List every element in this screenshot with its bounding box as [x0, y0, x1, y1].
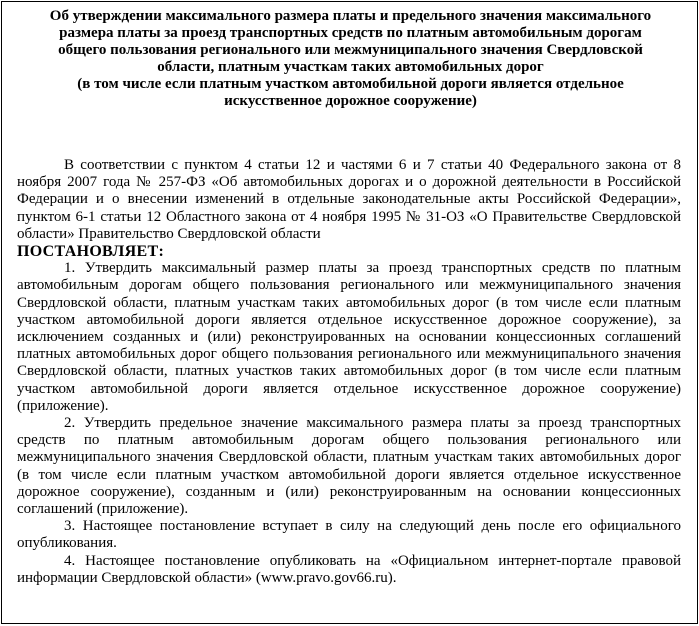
title-line: области, платным участкам таких автомобильных дорог [157, 59, 544, 75]
decree-item-4: 4. Настоящее постановление опубликовать на «Официальном интернет-портале правовой информации Свердловской области» (www.pravo.gov66.ru). [17, 552, 681, 586]
title-line: размера платы за проезд транспортных средств по платным автомобильным дорогам [59, 25, 642, 41]
decree-item-2: 2. Утвердить предельное значение максимального размера платы за проезд транспортных средств по платным автомобильным дорогам общего пользования регионального или межмуниципального значения Свердловской области, платным участкам таких автомобильных дорог (в том числе если платным участком автомобильной дороги является отдельное искусственное дорожное сооружение), созданным и (или) реконструированным на основании концессионных соглашений (приложение). [17, 415, 681, 518]
title-line: (в том числе если платным участком автомобильной дороги является отдельное [77, 76, 624, 92]
document-title [12, 8, 689, 110]
decree-item-1: 1. Утвердить максимальный размер платы за проезд транспортных средств по платным автомобильным дорогам общего пользования регионального или межмуниципального значения Свердловской области, платным участкам таких автомобильных дорог (в том числе если платным участком автомобильной дороги является отдельное искусственное дорожное сооружение), за исключением созданных и (или) реконструированных на основании концессионных соглашений платных автомобильных дорог общего пользования регионального или межмуниципального значения Свердловской области, платных участков таких автомобильных дорог (в том числе если платным участком автомобильной дороги является отдельное искусственное дорожное сооружение) (приложение). [17, 260, 681, 414]
title-line: Об утверждении максимального размера платы и предельного значения максимального [49, 8, 652, 24]
title-line: общего пользования регионального или межмуниципального значения Свердловской [58, 42, 643, 58]
decree-heading: ПОСТАНОВЛЯЕТ: [17, 243, 165, 261]
document-body [17, 157, 681, 587]
preamble-paragraph: В соответствии с пунктом 4 статьи 12 и частями 6 и 7 статьи 40 Федерального закона от 8 ноября 2007 года № 257-ФЗ «Об автомобильных дорогах и о дорожной деятельности в Российской Федерации и о внесении изменений в отдельные законодательные акты Российской Федерации», пунктом 6-1 статьи 12 Областного закона от 4 ноября 1995 № 31-ОЗ «О Правительстве Свердловской области» Правительство Свердловской области [17, 157, 681, 242]
document-page [1, 1, 698, 624]
decree-item-3: 3. Настоящее постановление вступает в силу на следующий день после его официального опубликования. [17, 518, 681, 552]
title-line: искусственное дорожное сооружение) [224, 93, 477, 109]
